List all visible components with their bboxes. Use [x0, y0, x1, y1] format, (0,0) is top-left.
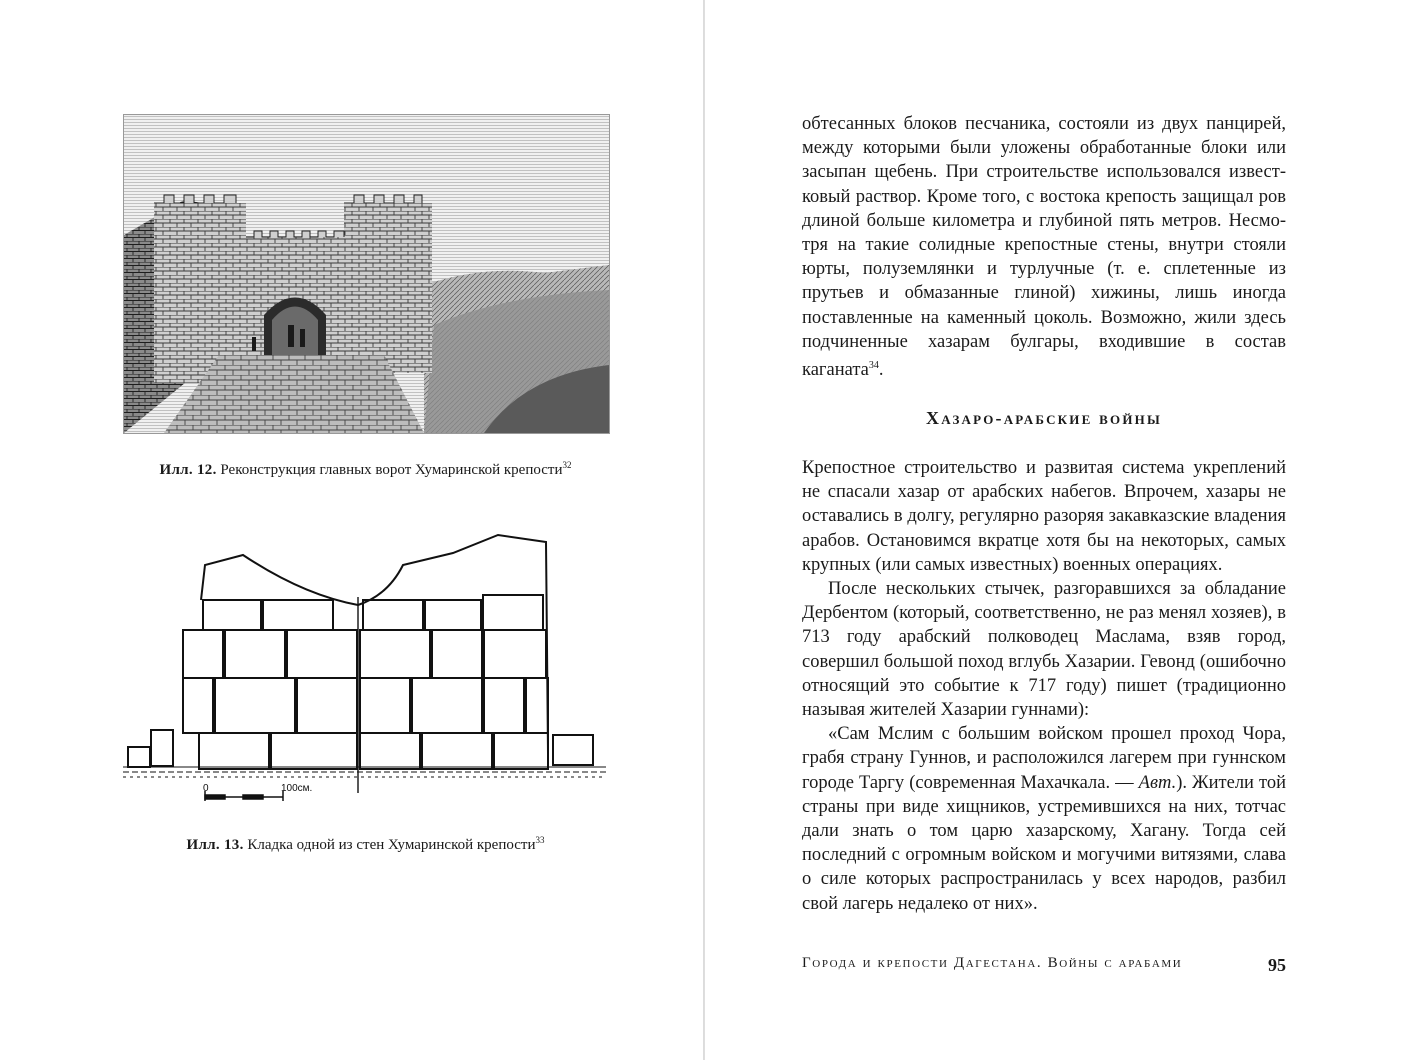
figure-13-footnote-ref: 33 — [535, 835, 545, 845]
body-paragraph: Крепостное строительство и развитая система укреплений не спасали хазар от арабских набегов. Впрочем, хазары не оставались в долгу, регулярно разоряя закавказские владения арабов. Остановимся вкратце хотя бы на некоторых, самых крупных (или самых известных) военных операциях. — [802, 458, 1286, 575]
page-footer — [802, 955, 1286, 976]
wall-masonry-drawing — [123, 525, 606, 807]
section-body — [802, 456, 1286, 916]
figure-12-caption — [123, 455, 608, 480]
quotation-paragraph — [802, 722, 1286, 916]
quotation-end: ). Жители той страны при виде хищников, устремившихся на них, тотчас дали знать о том царю хазарскому, Хагану. Тогда сей последний с огромным войском и могучими витязями, слава о силе которых распространилась у всех народов, разбил свой лагерь недалеко от них». — [802, 772, 1286, 914]
continued-paragraph-text: обтесанных блоков песчаника, состояли из двух панцирей, между которыми были уложены обработанные блоки или засыпан щебень. При строительстве использовался известковый раствор. Кроме того, с востока крепость защищал ров длиной больше километра и глубиной пять метров. Несмотря на такие солидные крепостные стены, внутри стояли юрты, полуземлянки и турлучные (т. е. сплетенные из прутьев и обмазанные глиной) хижины, лишь иногда поставленные на каменный цоколь. Возможно, жили здесь подчиненные хазарам булгары, входившие в состав каганата — [802, 114, 1286, 381]
section-heading: Хазаро-арабские войны — [926, 408, 1162, 428]
figure-12-number: Илл. 12. — [159, 462, 217, 478]
figure-12-text: Реконструкция главных ворот Хумаринской крепости — [216, 462, 563, 478]
figure-12-footnote-ref: 32 — [562, 460, 572, 470]
page-number: 95 — [1268, 955, 1286, 975]
figure-13-number: Илл. 13. — [186, 837, 244, 853]
quotation-start: «Сам Мслим с большим войском прошел проход Чора, грабя страну Гуннов, и расположился лагерем при гуннском городе Таргу (современная Махачкала. — — [802, 724, 1286, 793]
footnote-ref-34: 34 — [868, 360, 879, 372]
scale-end-label: 100см. — [281, 783, 313, 794]
continued-paragraph — [802, 112, 1286, 382]
continued-paragraph-end: . — [878, 360, 884, 381]
running-head: Города и крепости Дагестана. Войны с арабами — [802, 955, 1183, 971]
left-page — [0, 0, 703, 1060]
fortress-gate-illustration — [123, 114, 610, 434]
figure-13-text: Кладка одной из стен Хумаринской крепости — [243, 837, 536, 853]
right-page — [705, 0, 1410, 1060]
figure-13-caption — [123, 830, 608, 855]
scale-start-label: 0 — [203, 783, 209, 794]
body-paragraph: После нескольких стычек, разгоравшихся за обладание Дербентом (который, соответственно, не раз менял хозяев), в 713 году арабский полководец Маслама, взяв город, совершил большой поход вглубь Хазарии. Гевонд (ошибочно относящий это событие к 717 году) пишет (традиционно называя жителей Хазарии гуннами): — [802, 579, 1286, 721]
author-note: Авт. — [1138, 772, 1177, 793]
